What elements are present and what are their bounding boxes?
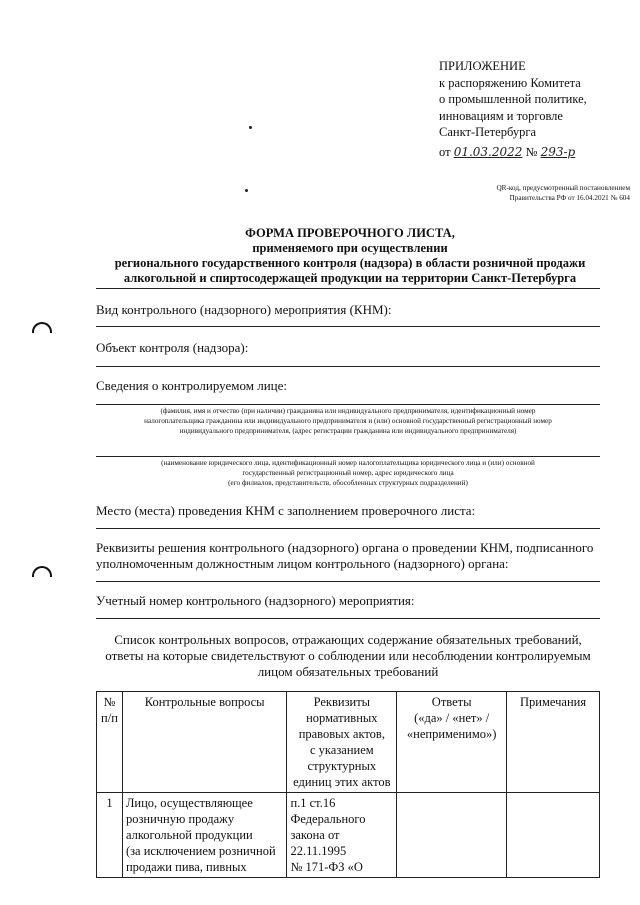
- title-line: алкогольной и спиртосодержащей продукции на территории Санкт-Петербурга: [123, 271, 577, 285]
- legal-entity-hint: [96, 458, 600, 488]
- row-answer-cell[interactable]: [397, 793, 507, 878]
- table-row: [97, 793, 600, 878]
- row-note-cell[interactable]: [507, 793, 600, 878]
- field-place-line[interactable]: [96, 528, 600, 529]
- binder-hole-mark: [32, 322, 52, 333]
- hint-line: индивидуального предпринимателя, (адрес регистрации гражданина или индивидуального предпринимателя): [179, 427, 517, 435]
- field-person-label: Сведения о контролируемом лице:: [96, 378, 288, 393]
- row-requisites: п.1 ст.16 Федерального закона от 22.11.1995 № 171-ФЗ «О: [287, 793, 397, 878]
- table-header-row: [97, 692, 600, 793]
- scan-dot: [249, 126, 252, 129]
- appendix-line: ПРИЛОЖЕНИЕ: [439, 59, 526, 73]
- appendix-line: к распоряжению Комитета: [439, 75, 581, 90]
- field-kind-line[interactable]: [96, 326, 600, 327]
- legal-entity-line[interactable]: [96, 456, 600, 457]
- col-header-num: № п/п: [97, 692, 123, 793]
- title-line: ФОРМА ПРОВЕРОЧНОГО ЛИСТА,: [245, 226, 455, 240]
- heading-line: Список контрольных вопросов, отражающих содержание обязательных требований,: [114, 632, 582, 647]
- individual-hint: [96, 406, 600, 436]
- col-header-answers: Ответы («да» / «нет» / «неприменимо»): [397, 692, 507, 793]
- appendix-line: инновациям и торговле: [439, 108, 563, 123]
- field-object-line[interactable]: [96, 366, 600, 367]
- col-header-notes: Примечания: [507, 692, 600, 793]
- date-prefix: от: [439, 144, 451, 159]
- heading-line: ответы на которые свидетельствуют о соблюдении или несоблюдении контролируемым: [105, 648, 591, 663]
- field-decision-line[interactable]: [96, 581, 600, 582]
- hint-line: (его филиалов, представительств, обособленных структурных подразделений): [228, 479, 468, 487]
- form-title: [90, 226, 610, 286]
- hint-line: государственный регистрационный номер, адрес юридического лица: [242, 469, 454, 477]
- field-reg-number-label: Учетный номер контрольного (надзорного) мероприятия:: [96, 593, 415, 608]
- heading-line: лицом обязательных требований: [257, 664, 439, 679]
- col-header-requisites: Реквизиты нормативных правовых актов, с указанием структурных единиц этих актов: [287, 692, 397, 793]
- title-divider: [96, 288, 600, 289]
- question-list-heading: [96, 632, 600, 680]
- hint-line: (наименование юридического лица, идентификационный номер налогоплательщика юридического лица и (или) основной: [161, 459, 535, 467]
- row-number: 1: [97, 793, 123, 878]
- appendix-block: [439, 58, 634, 160]
- field-decision-label: Реквизиты решения контрольного (надзорного) органа о проведении КНМ, подписанного: [96, 540, 594, 555]
- checklist-table: [96, 691, 600, 878]
- hint-line: налогоплательщика гражданина или индивидуального предпринимателя и (или) основной государственный регистрационный номер: [144, 417, 552, 425]
- field-decision-label-cont: уполномоченным должностным лицом контрольного (надзорного) органа:: [96, 556, 509, 571]
- qr-code-note: [430, 183, 630, 203]
- handwritten-number: 293-р: [540, 144, 576, 159]
- appendix-line: о промышленной политике,: [439, 92, 587, 106]
- col-header-question: Контрольные вопросы: [122, 692, 287, 793]
- qr-note-line: Правительства РФ от 16.04.2021 № 604: [509, 194, 630, 202]
- field-person-line[interactable]: [96, 404, 600, 405]
- field-object-label: Объект контроля (надзора):: [96, 340, 249, 355]
- title-line: применяемого при осуществлении: [252, 241, 448, 255]
- appendix-line: Санкт-Петербурга: [439, 125, 537, 139]
- scan-dot: [245, 189, 248, 192]
- binder-hole-mark: [32, 566, 52, 577]
- field-place-label: Место (места) проведения КНМ с заполнением проверочного листа:: [96, 503, 476, 518]
- appendix-date-line: [439, 144, 634, 161]
- handwritten-date: 01.03.2022: [453, 144, 523, 159]
- field-kind-label: Вид контрольного (надзорного) мероприятия (КНМ):: [96, 302, 392, 317]
- hint-line: (фамилия, имя и отчество (при наличии) гражданина или индивидуального предпринимателя, идентификационный номер: [160, 407, 536, 415]
- number-prefix: №: [525, 144, 538, 159]
- qr-note-line: QR-код, предусмотренный постановлением: [496, 184, 630, 192]
- field-reg-number-line[interactable]: [96, 618, 600, 619]
- row-question: Лицо, осуществляющее розничную продажу алкогольной продукции (за исключением розничной продажи пива, пивных: [122, 793, 287, 878]
- title-line: регионального государственного контроля (надзора) в области розничной продажи: [114, 256, 586, 270]
